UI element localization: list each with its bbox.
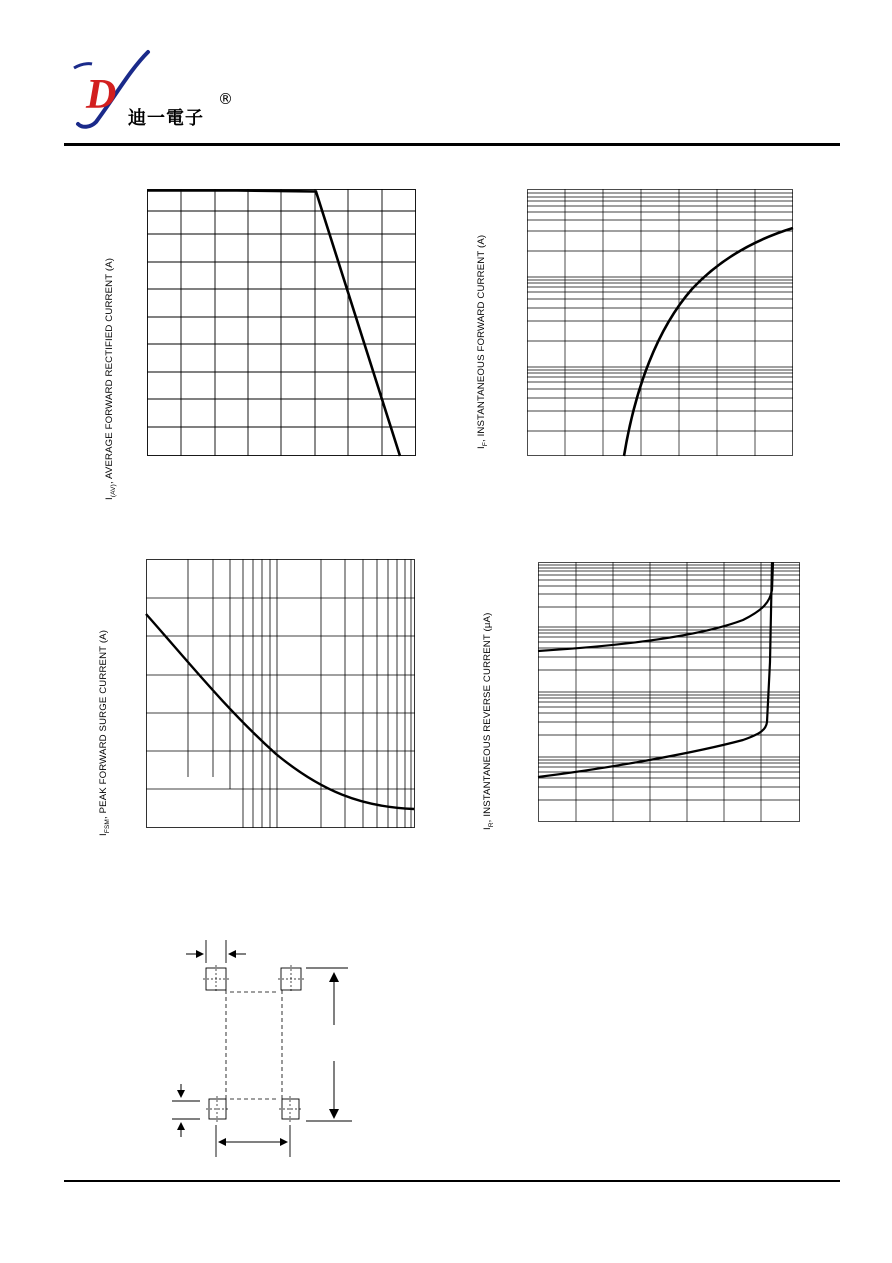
registered-mark: ® bbox=[218, 90, 233, 108]
chart1-y-axis-label: $I_{(AV)}$, AVERAGE FORWARD RECTIFIED CURRENT (A) bbox=[104, 257, 117, 500]
chart3-y-axis-label: $I_{FSM}$, PEAK FORWARD SURGE CURRENT (A) bbox=[98, 629, 111, 836]
footer-rule bbox=[64, 1180, 840, 1182]
chart2-y-axis-label: $I_F$, INSTANTANEOUS FORWARD CURRENT (A) bbox=[476, 234, 489, 449]
header-rule bbox=[64, 143, 840, 146]
pad-layout-diagram bbox=[168, 935, 358, 1160]
company-name: 迪一電子 bbox=[128, 108, 204, 129]
chart1-derating-curve bbox=[147, 191, 400, 457]
chart2-plot bbox=[527, 189, 794, 457]
chart3-plot bbox=[146, 559, 416, 829]
chart1-plot bbox=[147, 189, 417, 457]
chart3-surge-curve bbox=[146, 614, 414, 809]
chart2-forward-curve bbox=[624, 228, 793, 456]
chart4-y-axis-label: $I_R$, INSTANTANEOUS REVERSE CURRENT (μA) bbox=[482, 612, 495, 830]
chart4-plot bbox=[538, 562, 801, 824]
logo-letter: D bbox=[86, 72, 117, 118]
